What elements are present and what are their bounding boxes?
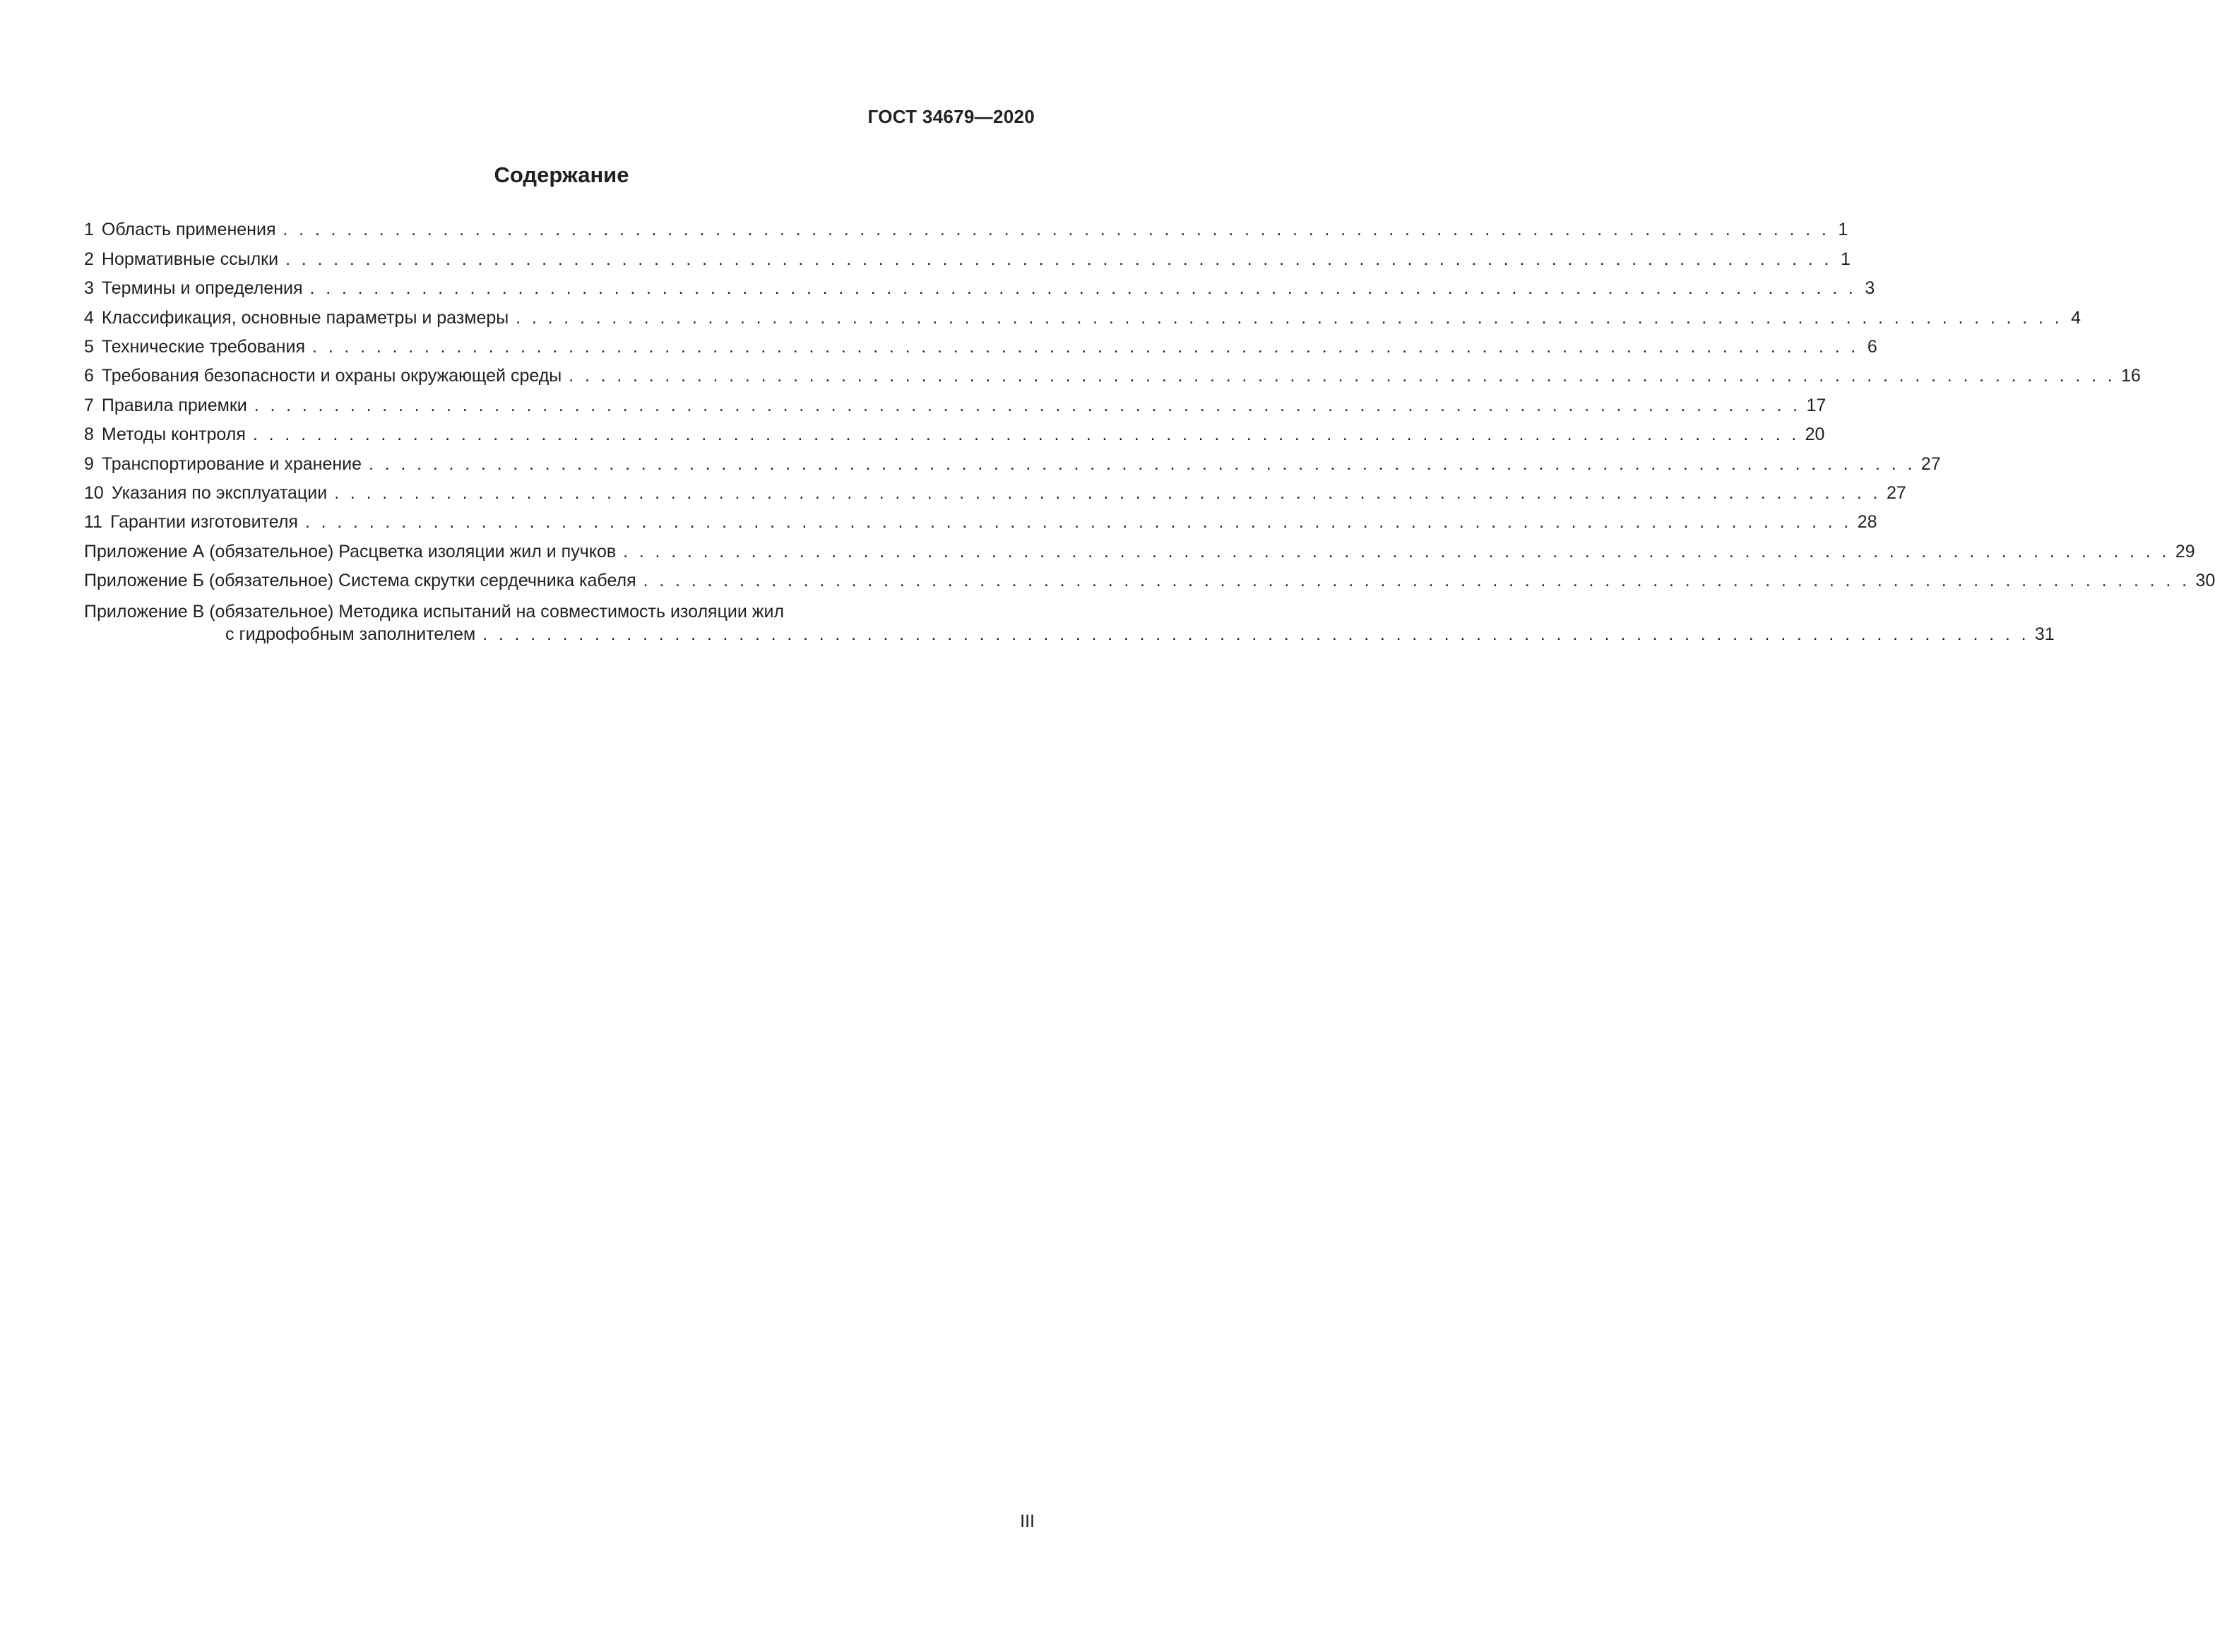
toc-entry[interactable] bbox=[84, 328, 1877, 357]
toc-entry-label: Технические требования bbox=[101, 336, 305, 357]
toc-entry-number: 5 bbox=[84, 336, 94, 357]
toc-leader-dots: . . . . . . . . . . . . . . . . . . . . . . . . . . . . . . . . . . . . . . . . . . . . . . . . . . . . . . . . . . . . . . . . . . . . . . . . . . . . . . . . . . . . . . . . . . . . . . . . . bbox=[334, 482, 1881, 503]
toc-entry-page: 27 bbox=[1886, 482, 1906, 503]
toc-entry-label: Требования безопасности и охраны окружающей среды bbox=[101, 366, 562, 386]
toc-entry-number: 8 bbox=[84, 424, 94, 445]
toc-entry-page: 28 bbox=[1857, 512, 1877, 533]
toc-leader-dots: . . . . . . . . . . . . . . . . . . . . . . . . . . . . . . . . . . . . . . . . . . . . . . . . . . . . . . . . . . . . . . . . . . . . . . . . . . . . . . . . . . . . . . . . . . . . . . . . . bbox=[309, 278, 1857, 299]
toc-entry-label: Термины и определения bbox=[101, 278, 303, 299]
toc-annex-entry-continuation[interactable] bbox=[84, 622, 2055, 645]
toc-entry[interactable] bbox=[84, 445, 1941, 474]
toc-entry-page: 4 bbox=[2071, 307, 2081, 328]
toc-entry-label: Указания по эксплуатации bbox=[111, 482, 328, 503]
toc-entry-number: 9 bbox=[84, 453, 94, 474]
toc-entry[interactable] bbox=[84, 386, 1827, 415]
toc-leader-dots: . . . . . . . . . . . . . . . . . . . . . . . . . . . . . . . . . . . . . . . . . . . . . . . . . . . . . . . . . . . . . . . . . . . . . . . . . . . . . . . . . . . . . . . . . . . . . . . . . bbox=[623, 541, 2170, 561]
toc-entry[interactable] bbox=[84, 504, 1877, 533]
toc-entry-page: 1 bbox=[1838, 220, 1848, 240]
toc-entry-page: 6 bbox=[1867, 336, 1877, 357]
toc-entry-label: Гарантии изготовителя bbox=[109, 512, 298, 533]
toc-entry[interactable] bbox=[84, 270, 1875, 299]
toc-entry[interactable] bbox=[84, 299, 2081, 328]
toc-annex-page: 31 bbox=[2034, 624, 2055, 645]
page-number: III bbox=[1020, 1511, 1035, 1531]
toc-entry[interactable] bbox=[84, 211, 1848, 240]
toc-entry[interactable] bbox=[84, 475, 1906, 504]
toc-annex-label: Приложение А (обязательное) Расцветка изоляции жил и пучков bbox=[84, 541, 617, 561]
toc-entry-number: 10 bbox=[84, 482, 104, 503]
toc-leader-dots: . . . . . . . . . . . . . . . . . . . . . . . . . . . . . . . . . . . . . . . . . . . . . . . . . . . . . . . . . . . . . . . . . . . . . . . . . . . . . . . . . . . . . . . . . . . . . . . . . bbox=[304, 512, 1852, 533]
toc-title: Содержание bbox=[494, 162, 629, 187]
toc-entry[interactable] bbox=[84, 357, 2141, 386]
toc-annex-page: 29 bbox=[2175, 541, 2195, 561]
toc-entry-number: 3 bbox=[84, 278, 94, 299]
toc-leader-dots: . . . . . . . . . . . . . . . . . . . . . . . . . . . . . . . . . . . . . . . . . . . . . . . . . . . . . . . . . . . . . . . . . . . . . . . . . . . . . . . . . . . . . . . . . . . . . . . . . bbox=[283, 220, 1830, 240]
toc-entry-number: 7 bbox=[84, 395, 94, 415]
toc-entry[interactable] bbox=[84, 240, 1851, 269]
toc-entry-label: Классификация, основные параметры и размеры bbox=[101, 307, 509, 328]
toc-leader-dots: . . . . . . . . . . . . . . . . . . . . . . . . . . . . . . . . . . . . . . . . . . . . . . . . . . . . . . . . . . . . . . . . . . . . . . . . . . . . . . . . . . . . . . . . . . . . . . . . . bbox=[252, 424, 1800, 445]
toc-entry-page: 3 bbox=[1865, 278, 1875, 299]
toc-entry-label: Транспортирование и хранение bbox=[101, 453, 362, 474]
toc-leader-dots: . . . . . . . . . . . . . . . . . . . . . . . . . . . . . . . . . . . . . . . . . . . . . . . . . . . . . . . . . . . . . . . . . . . . . . . . . . . . . . . . . . . . . . . . . . . . . . . . . bbox=[285, 249, 1832, 269]
toc-entry-number: 11 bbox=[84, 512, 102, 533]
doc-code: ГОСТ 34679—2020 bbox=[867, 106, 1035, 127]
toc-annex-page: 30 bbox=[2195, 571, 2215, 591]
toc-leader-dots: . . . . . . . . . . . . . . . . . . . . . . . . . . . . . . . . . . . . . . . . . . . . . . . . . . . . . . . . . . . . . . . . . . . . . . . . . . . . . . . . . . . . . . . . . . . . . . . . . bbox=[369, 453, 1916, 474]
toc-leader-dots: . . . . . . . . . . . . . . . . . . . . . . . . . . . . . . . . . . . . . . . . . . . . . . . . . . . . . . . . . . . . . . . . . . . . . . . . . . . . . . . . . . . . . . . . . . . . . . . . . bbox=[254, 395, 1801, 415]
toc-leader-dots: . . . . . . . . . . . . . . . . . . . . . . . . . . . . . . . . . . . . . . . . . . . . . . . . . . . . . . . . . . . . . . . . . . . . . . . . . . . . . . . . . . . . . . . . . . . . . . . . . bbox=[482, 624, 2029, 645]
toc-annex-label-continuation: с гидрофобным заполнителем bbox=[225, 624, 476, 645]
toc-annex-entry[interactable] bbox=[84, 533, 2195, 561]
toc-entry-number: 2 bbox=[84, 249, 94, 269]
toc-annex-label: Приложение В (обязательное) Методика испытаний на совместимость изоляции жил bbox=[84, 602, 785, 622]
toc-annex-entry[interactable] bbox=[84, 562, 2215, 591]
table-of-contents bbox=[84, 211, 2215, 645]
toc-entry-page: 27 bbox=[1920, 453, 1941, 474]
toc-entry-page: 16 bbox=[2121, 366, 2141, 386]
toc-entry-label: Методы контроля bbox=[101, 424, 246, 445]
toc-leader-dots: . . . . . . . . . . . . . . . . . . . . . . . . . . . . . . . . . . . . . . . . . . . . . . . . . . . . . . . . . . . . . . . . . . . . . . . . . . . . . . . . . . . . . . . . . . . . . . . . . bbox=[516, 307, 2062, 328]
toc-entry-label: Правила приемки bbox=[101, 395, 247, 415]
toc-entry-number: 1 bbox=[84, 220, 94, 240]
toc-entry-page: 17 bbox=[1806, 395, 1827, 415]
toc-leader-dots: . . . . . . . . . . . . . . . . . . . . . . . . . . . . . . . . . . . . . . . . . . . . . . . . . . . . . . . . . . . . . . . . . . . . . . . . . . . . . . . . . . . . . . . . . . . . . . . . . bbox=[312, 336, 1859, 357]
toc-entry[interactable] bbox=[84, 416, 1825, 445]
toc-leader-dots: . . . . . . . . . . . . . . . . . . . . . . . . . . . . . . . . . . . . . . . . . . . . . . . . . . . . . . . . . . . . . . . . . . . . . . . . . . . . . . . . . . . . . . . . . . . . . . . . . bbox=[569, 366, 2116, 386]
toc-entry-label: Нормативные ссылки bbox=[101, 249, 279, 269]
toc-annex-label: Приложение Б (обязательное) Система скрутки сердечника кабеля bbox=[84, 571, 636, 591]
toc-annex-entry-title[interactable] bbox=[84, 591, 1038, 622]
toc-entry-label: Область применения bbox=[101, 220, 276, 240]
toc-entry-page: 20 bbox=[1805, 424, 1825, 445]
toc-entry-page: 1 bbox=[1840, 249, 1851, 269]
toc-leader-dots: . . . . . . . . . . . . . . . . . . . . . . . . . . . . . . . . . . . . . . . . . . . . . . . . . . . . . . . . . . . . . . . . . . . . . . . . . . . . . . . . . . . . . . . . . . . . . . . . . bbox=[643, 571, 2190, 591]
toc-entry-number: 6 bbox=[84, 366, 94, 386]
toc-entry-number: 4 bbox=[84, 307, 94, 328]
